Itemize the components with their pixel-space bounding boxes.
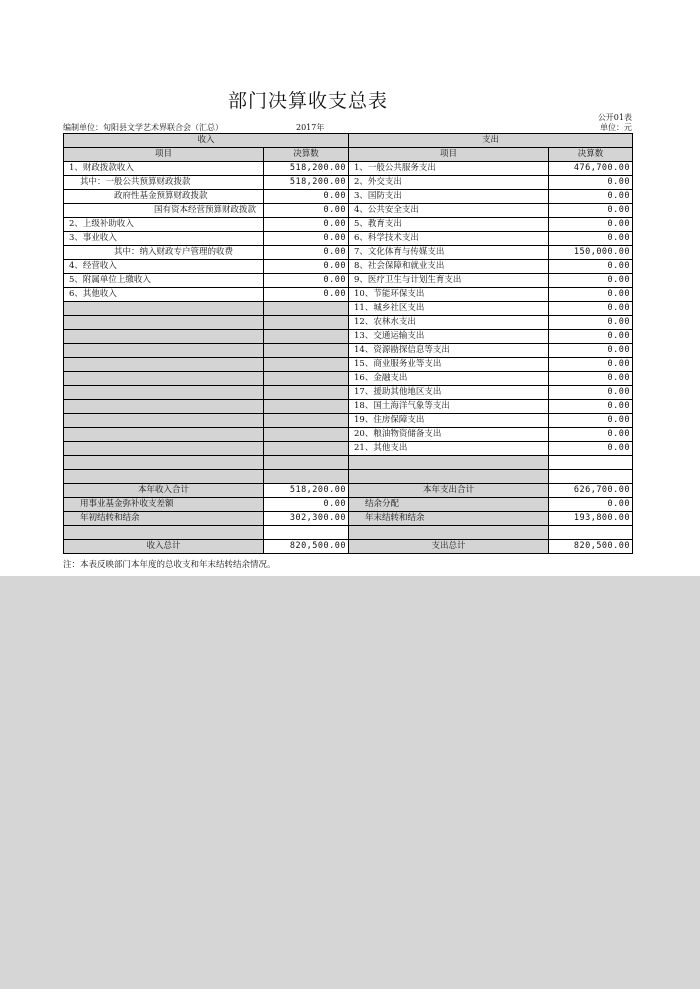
empty-cell [549, 470, 633, 484]
empty-cell [349, 456, 549, 470]
table-row [64, 204, 633, 218]
empty-cell [264, 316, 349, 330]
expense-amount-header: 决算数 [549, 148, 633, 162]
income-amount-header: 决算数 [264, 148, 349, 162]
expense-item-header: 项目 [349, 148, 549, 162]
table-row [64, 232, 633, 246]
empty-cell [64, 302, 264, 316]
empty-cell [64, 330, 264, 344]
expense-item-value: 0.00 [549, 442, 633, 456]
empty-cell [64, 400, 264, 414]
income-section-header: 收入 [64, 134, 349, 148]
table-row [64, 358, 633, 372]
expense-item-label: 19、住房保障支出 [349, 414, 549, 428]
empty-cell [64, 414, 264, 428]
column-header-row [64, 148, 633, 162]
income-item-value: 0.00 [264, 204, 349, 218]
income-item-label: 6、其他收入 [64, 288, 264, 302]
income-item-value: 0.00 [264, 218, 349, 232]
end-balance-value: 193,800.00 [549, 512, 633, 526]
expense-item-label: 3、国防支出 [349, 190, 549, 204]
table-row [64, 260, 633, 274]
income-item-value: 0.00 [264, 260, 349, 274]
income-item-value: 518,200.00 [264, 176, 349, 190]
expense-item-label: 13、交通运输支出 [349, 330, 549, 344]
expense-item-label: 9、医疗卫生与计划生育支出 [349, 274, 549, 288]
income-item-label: 3、事业收入 [64, 232, 264, 246]
expense-item-value: 0.00 [549, 232, 633, 246]
empty-cell [264, 400, 349, 414]
begin-balance-label: 年初结转和结余 [64, 512, 264, 526]
reserve-label: 用事业基金弥补收支差额 [64, 498, 264, 512]
expense-year-total-value: 626,700.00 [549, 484, 633, 498]
expense-item-value: 0.00 [549, 260, 633, 274]
expense-item-label: 11、城乡社区支出 [349, 302, 549, 316]
empty-cell [64, 372, 264, 386]
totals-row [64, 498, 633, 512]
income-item-value: 0.00 [264, 246, 349, 260]
table-row [64, 400, 633, 414]
empty-cell [64, 358, 264, 372]
table-row [64, 316, 633, 330]
table-row [64, 330, 633, 344]
income-item-label: 政府性基金预算财政拨款 [64, 190, 264, 204]
income-year-total-label: 本年收入合计 [64, 484, 264, 498]
expense-item-label: 20、粮油物资储备支出 [349, 428, 549, 442]
empty-cell [64, 316, 264, 330]
page-background-gray [0, 576, 700, 989]
begin-balance-value: 302,300.00 [264, 512, 349, 526]
table-row [64, 218, 633, 232]
blank-cell [264, 526, 349, 540]
income-year-total-value: 518,200.00 [264, 484, 349, 498]
expense-item-value: 0.00 [549, 400, 633, 414]
totals-row [64, 540, 633, 554]
reserve-value: 0.00 [264, 498, 349, 512]
income-grand-total-label: 收入总计 [64, 540, 264, 554]
empty-cell [264, 428, 349, 442]
expense-item-value: 0.00 [549, 190, 633, 204]
empty-cell [64, 344, 264, 358]
expense-item-value: 0.00 [549, 302, 633, 316]
table-row [64, 246, 633, 260]
table-row [64, 302, 633, 316]
empty-cell [264, 414, 349, 428]
income-item-value: 0.00 [264, 232, 349, 246]
form-code: 公开01表 [597, 113, 632, 122]
currency-unit: 单位：元 [600, 123, 632, 132]
income-item-label: 国有资本经营预算财政拨款 [64, 204, 264, 218]
empty-cell [264, 372, 349, 386]
expense-item-value: 0.00 [549, 204, 633, 218]
totals-row [64, 512, 633, 526]
expense-item-value: 0.00 [549, 218, 633, 232]
expense-item-label: 15、商业服务业等支出 [349, 358, 549, 372]
table-row [64, 274, 633, 288]
empty-cell [64, 470, 264, 484]
empty-cell [64, 442, 264, 456]
expense-item-value: 0.00 [549, 428, 633, 442]
expense-item-label: 1、一般公共服务支出 [349, 162, 549, 176]
expense-item-label: 8、社会保障和就业支出 [349, 260, 549, 274]
expense-item-label: 7、文化体育与传媒支出 [349, 246, 549, 260]
table-row [64, 442, 633, 456]
expense-grand-total-label: 支出总计 [349, 540, 549, 554]
expense-item-label: 5、教育支出 [349, 218, 549, 232]
totals-row [64, 526, 633, 540]
expense-item-label: 21、其他支出 [349, 442, 549, 456]
expense-item-value: 0.00 [549, 358, 633, 372]
income-item-value: 0.00 [264, 288, 349, 302]
income-item-header: 项目 [64, 148, 264, 162]
income-grand-total-value: 820,500.00 [264, 540, 349, 554]
surplus-dist-value: 0.00 [549, 498, 633, 512]
empty-cell [264, 302, 349, 316]
totals-row [64, 484, 633, 498]
end-balance-label: 年末结转和结余 [349, 512, 549, 526]
table-row [64, 386, 633, 400]
table-note: 注：本表反映部门本年度的总收支和年末结转结余情况。 [63, 560, 276, 570]
income-item-label: 2、上级补助收入 [64, 218, 264, 232]
table-row [64, 470, 633, 484]
empty-cell [264, 386, 349, 400]
table-row [64, 190, 633, 204]
empty-cell [64, 456, 264, 470]
blank-cell [549, 526, 633, 540]
income-item-label: 1、财政拨款收入 [64, 162, 264, 176]
expense-item-label: 14、资源勘探信息等支出 [349, 344, 549, 358]
expense-item-value: 0.00 [549, 344, 633, 358]
income-item-value: 0.00 [264, 274, 349, 288]
expense-item-value: 150,000.00 [549, 246, 633, 260]
table-row [64, 344, 633, 358]
empty-cell [349, 470, 549, 484]
table-row [64, 372, 633, 386]
expense-item-value: 476,700.00 [549, 162, 633, 176]
table-row [64, 428, 633, 442]
expense-item-value: 0.00 [549, 288, 633, 302]
expense-item-value: 0.00 [549, 316, 633, 330]
compiler-unit: 编制单位：旬阳县文学艺术界联合会（汇总） [63, 123, 223, 132]
empty-cell [264, 456, 349, 470]
income-item-label: 其中：一般公共预算财政拨款 [64, 176, 264, 190]
empty-cell [264, 442, 349, 456]
expense-item-value: 0.00 [549, 274, 633, 288]
report-title: 部门决算收支总表 [227, 90, 388, 112]
table-row [64, 414, 633, 428]
expense-grand-total-value: 820,500.00 [549, 540, 633, 554]
table-row [64, 288, 633, 302]
table-row [64, 162, 633, 176]
income-item-label: 4、经营收入 [64, 260, 264, 274]
empty-cell [264, 330, 349, 344]
expense-item-label: 17、援助其他地区支出 [349, 386, 549, 400]
empty-cell [264, 358, 349, 372]
empty-cell [264, 344, 349, 358]
summary-table [63, 133, 633, 554]
expense-item-value: 0.00 [549, 414, 633, 428]
income-item-label: 5、附属单位上缴收入 [64, 274, 264, 288]
income-item-value: 518,200.00 [264, 162, 349, 176]
blank-cell [349, 526, 549, 540]
empty-cell [549, 456, 633, 470]
expense-item-value: 0.00 [549, 372, 633, 386]
expense-item-value: 0.00 [549, 330, 633, 344]
income-item-label: 其中：纳入财政专户管理的收费 [64, 246, 264, 260]
expense-item-label: 18、国土海洋气象等支出 [349, 400, 549, 414]
empty-cell [64, 386, 264, 400]
table-row [64, 176, 633, 190]
blank-cell [64, 526, 264, 540]
empty-cell [264, 470, 349, 484]
table-row [64, 456, 633, 470]
empty-cell [64, 428, 264, 442]
section-header-row [64, 134, 633, 148]
expense-item-label: 12、农林水支出 [349, 316, 549, 330]
expense-item-label: 16、金融支出 [349, 372, 549, 386]
expense-item-label: 4、公共安全支出 [349, 204, 549, 218]
income-item-value: 0.00 [264, 190, 349, 204]
expense-item-value: 0.00 [549, 386, 633, 400]
report-year: 2017年 [296, 123, 325, 132]
expense-item-label: 2、外交支出 [349, 176, 549, 190]
surplus-dist-label: 结余分配 [349, 498, 549, 512]
expense-item-label: 6、科学技术支出 [349, 232, 549, 246]
expense-section-header: 支出 [349, 134, 633, 148]
expense-year-total-label: 本年支出合计 [349, 484, 549, 498]
expense-item-label: 10、节能环保支出 [349, 288, 549, 302]
expense-item-value: 0.00 [549, 176, 633, 190]
